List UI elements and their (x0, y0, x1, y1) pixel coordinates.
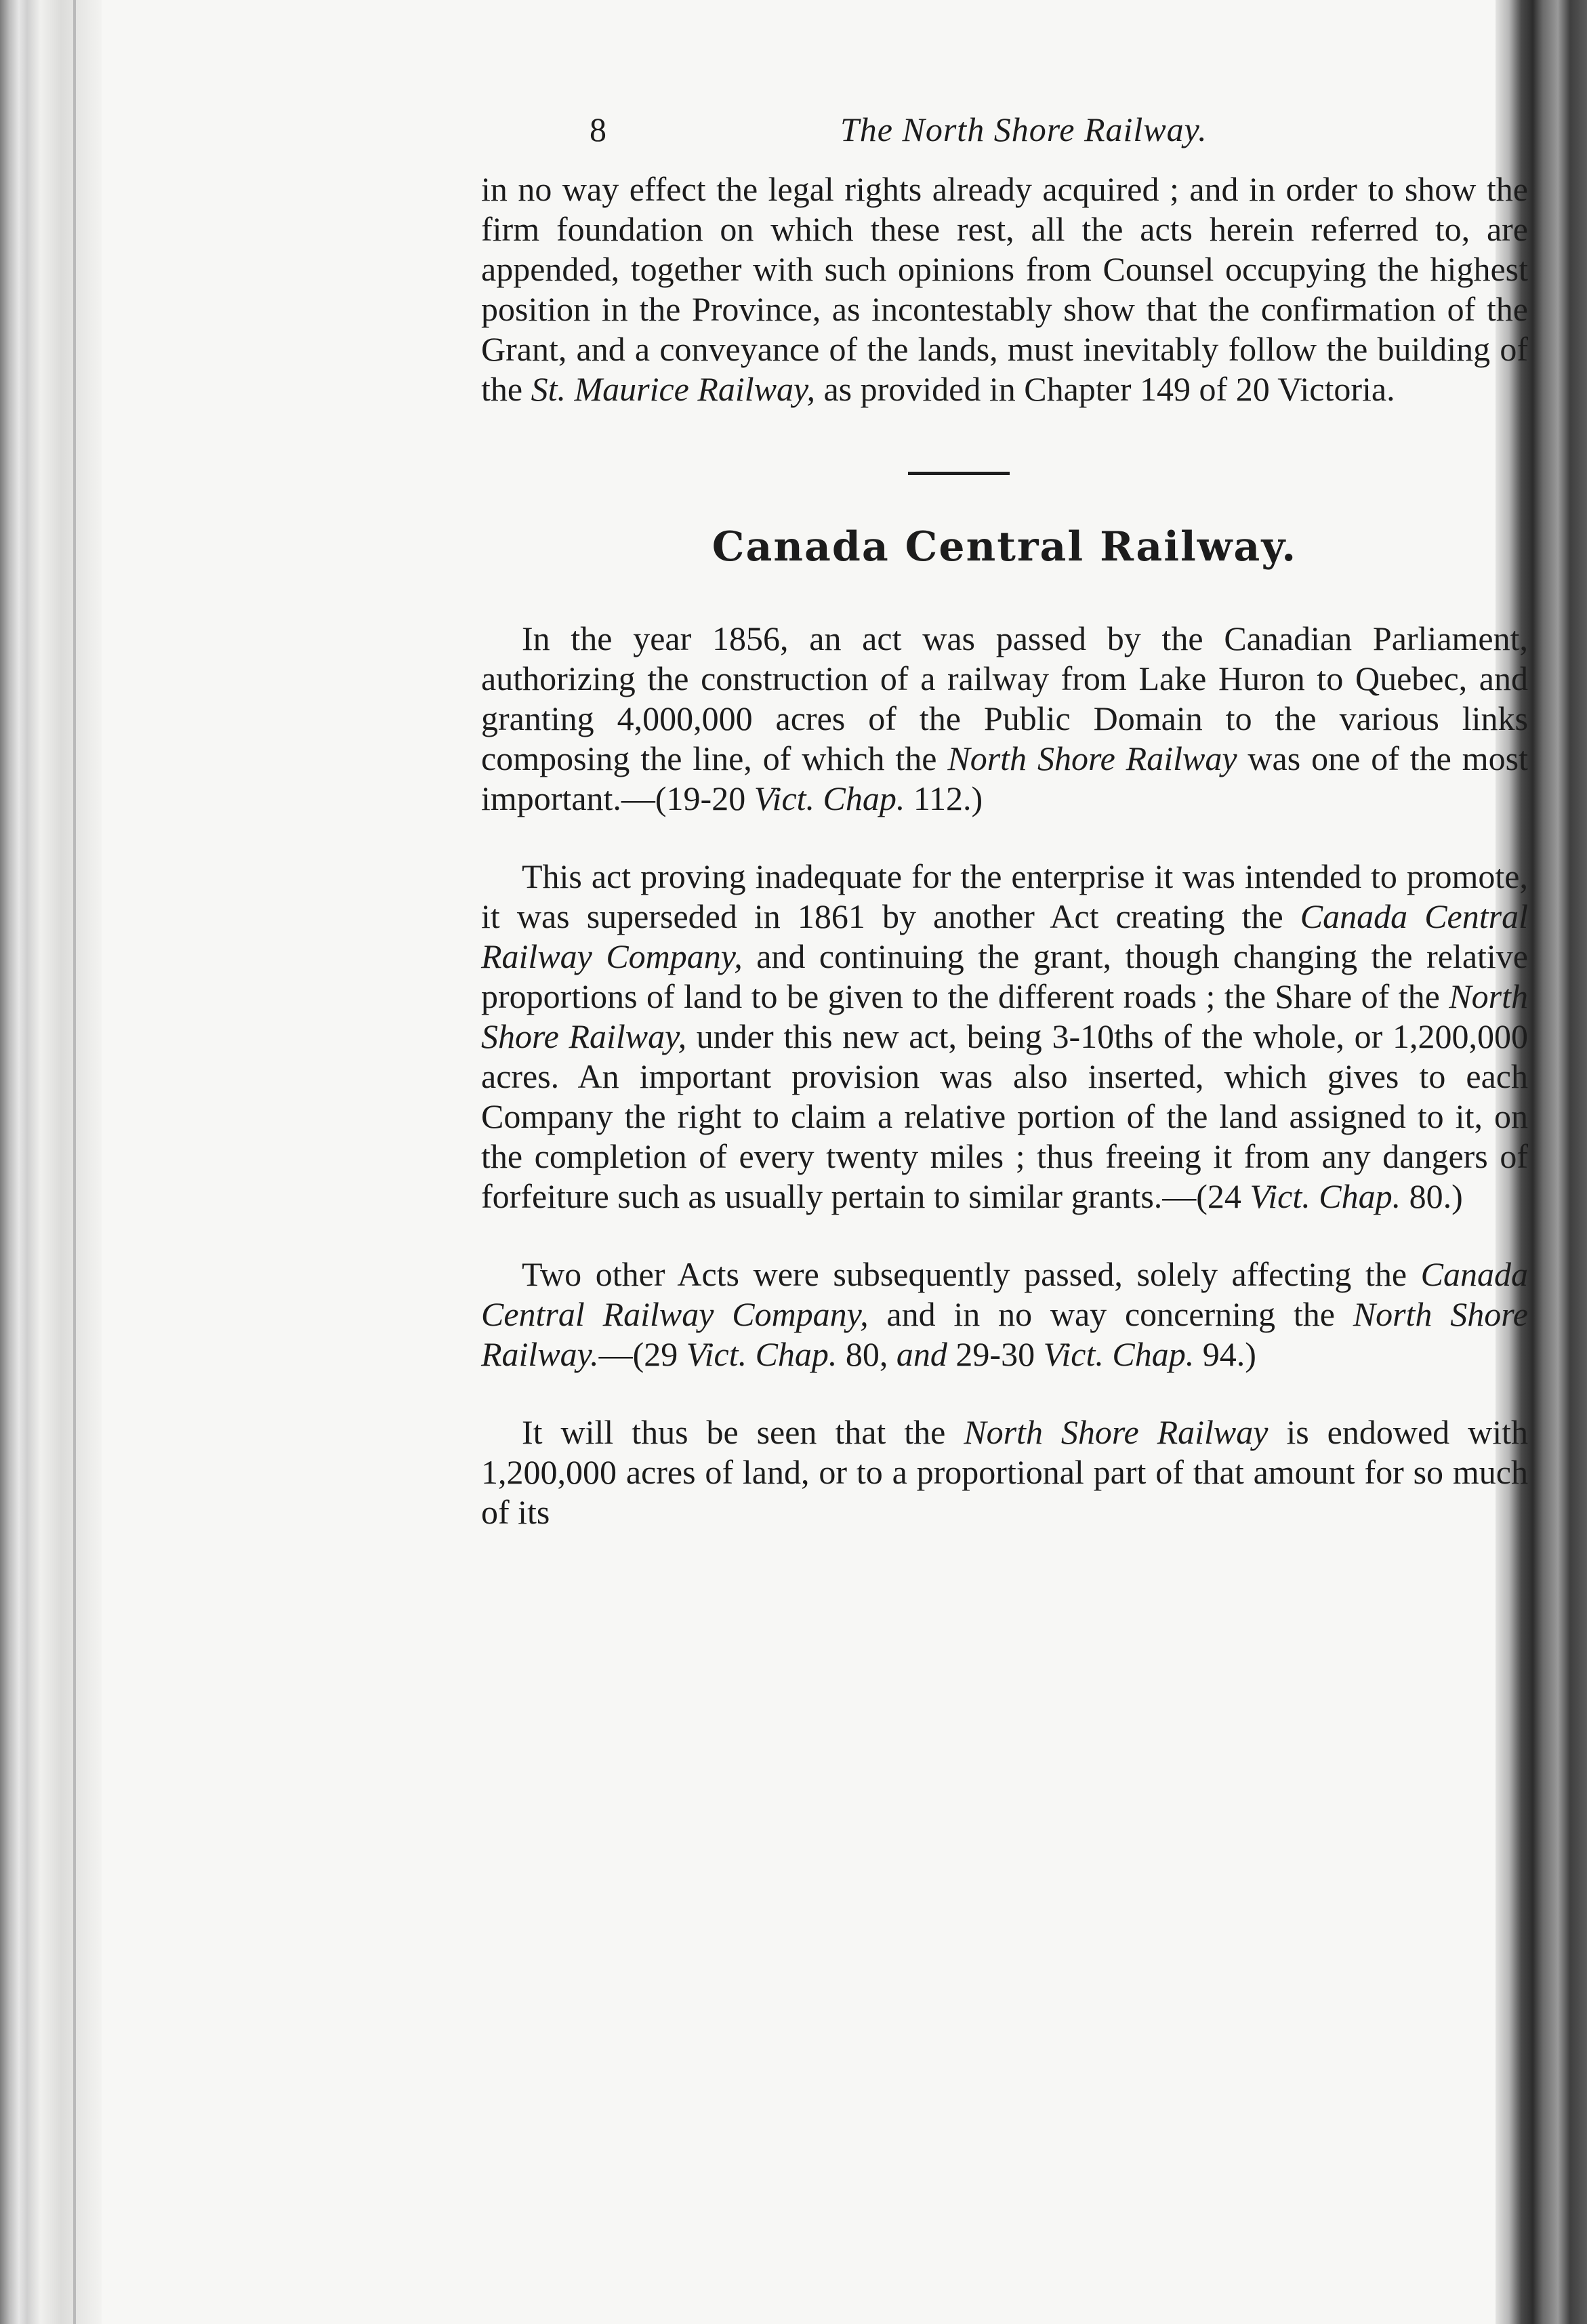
p3-italic-d: North Shore Railway. (481, 1295, 1528, 1373)
intro-italic: St. Maurice Railway, (531, 370, 815, 408)
p3-text-a: Two other Acts were subsequently passed, solely affecting the (522, 1255, 1421, 1293)
p3-text-g: 80, (837, 1335, 896, 1373)
p1-text-e: 112.) (905, 779, 983, 817)
p2-italic-f: Vict. Chap. (1250, 1177, 1401, 1215)
section-title: Canada Central Railway. (712, 523, 1298, 571)
left-page-fold-line (73, 0, 76, 2324)
p3-italic-h: and (896, 1335, 947, 1373)
p1-italic-d: Vict. Chap. (754, 779, 905, 817)
running-head (481, 95, 1528, 169)
p4-italic-b: North Shore Railway (964, 1413, 1269, 1451)
p2-text-c: and continuing the grant, though changing the relative proportions of land to be given to the different roads ; the Share of the (481, 937, 1528, 1015)
p3-italic-b: Canada Central Railway Company, (481, 1255, 1528, 1333)
p4-text-c: is endowed with 1,200,000 acres of land, or to a proportional part of that amount for so much of its (481, 1413, 1528, 1531)
p3-text-k: 94.) (1194, 1335, 1256, 1373)
p3-text-e: —(29 (598, 1335, 686, 1373)
intro-tail: as provided in Chapter 149 of 20 Victoria. (815, 370, 1395, 408)
page-text-block (481, 95, 1528, 1532)
section-divider-rule (908, 472, 1010, 475)
left-binding-edge (0, 0, 102, 2324)
book-page (102, 0, 1528, 2324)
p2-italic-d: North Shore Railway, (481, 977, 1528, 1055)
p1-text-a: In the year 1856, an act was passed by the Canadian Parliament, authorizing the construction of a railway from Lake Huron to Quebec, and granting 4,000,000 acres of the Public Domain to the various links composing the line, of which the (481, 619, 1528, 777)
p1-text-c: was one of the most important.—(19-20 (481, 739, 1528, 817)
paragraph-4 (481, 1412, 1528, 1532)
p3-text-i: 29-30 (947, 1335, 1044, 1373)
paragraph-2 (481, 857, 1528, 1217)
p1-italic-b: North Shore Railway (947, 739, 1237, 777)
intro-text: in no way effect the legal rights already acquired ; and in order to show the firm foundation on which these rest, all the acts herein referred to, are appended, together with such opinions from Counsel occupying the highest position in the Province, as incontestably show that the confirmation of the Grant, and a conveyance of the lands, must inevitably follow the building of the (481, 170, 1528, 408)
running-title: The North Shore Railway. (840, 110, 1208, 148)
intro-paragraph (481, 169, 1528, 409)
p2-text-g: 80.) (1401, 1177, 1463, 1215)
page-number: 8 (590, 110, 606, 148)
p2-italic-b: Canada Central Railway Company, (481, 897, 1528, 975)
p4-text-a: It will thus be seen that the (522, 1413, 964, 1451)
p3-italic-j: Vict. Chap. (1043, 1335, 1195, 1373)
paragraph-3 (481, 1255, 1528, 1374)
p3-italic-f: Vict. Chap. (686, 1335, 838, 1373)
p2-text-a: This act proving inadequate for the enterprise it was intended to promote, it was superseded in 1861 by another Act creating the (481, 857, 1528, 935)
paragraph-1 (481, 619, 1528, 819)
p3-text-c: and in no way concerning the (868, 1295, 1353, 1333)
p2-text-e: under this new act, being 3-10ths of the whole, or 1,200,000 acres. An important provision was also inserted, which gives to each Company the right to claim a relative portion of the land assigned to it, on the completion of every twenty miles ; thus freeing it from any dangers of forfeiture such as usually pertain to similar grants.—(24 (481, 1017, 1528, 1215)
